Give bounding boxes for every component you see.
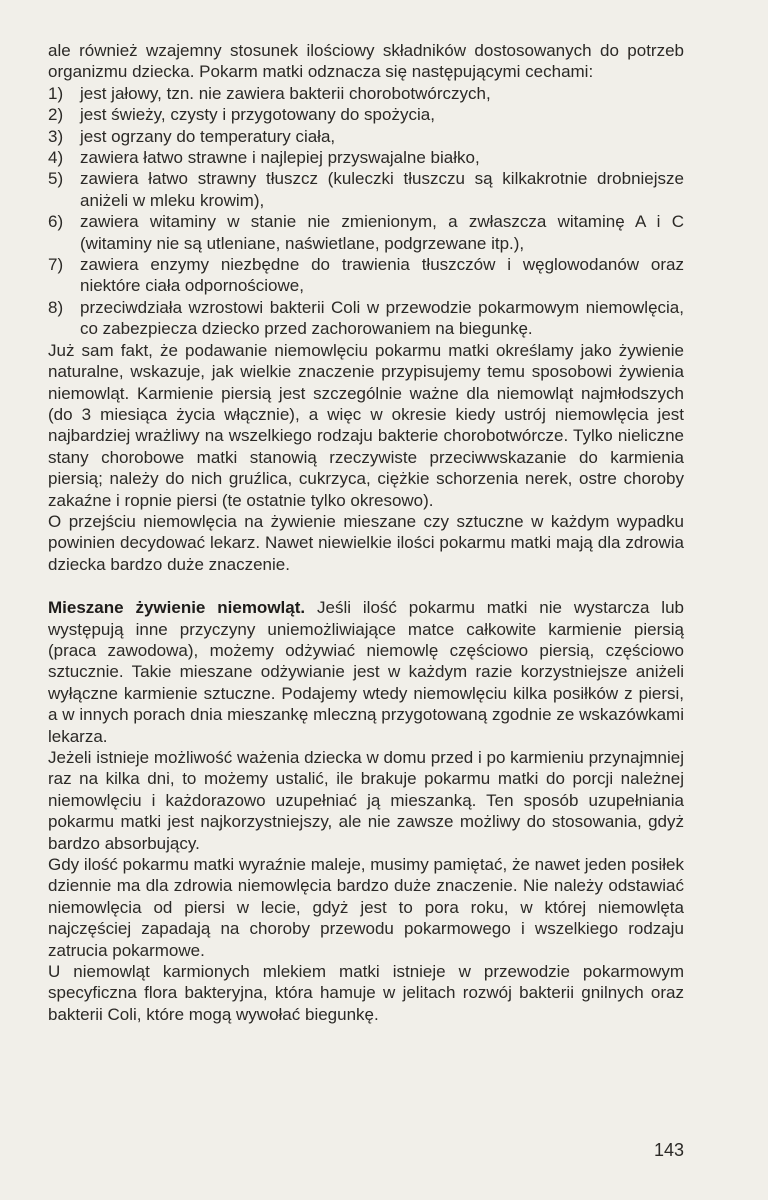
list-item <box>48 297 684 340</box>
list-item-number: 7) <box>48 255 64 275</box>
breast-milk-importance-paragraph: Gdy ilość pokarmu matki wyraźnie maleje, musimy pamiętać, że nawet jeden posiłek dziennie ma dla zdrowia niemowlęcia bardzo duże znaczenie. Nie należy odstawiać niemowlęcia od piersi w lecie, gdyż jest to pora roku, w której niemowlęta najczęściej zapadają na choroby przewodu pokarmowego i wszelkiego rodzaju zatrucia pokarmowe. <box>48 855 684 960</box>
list-item-number: 1) <box>48 83 64 103</box>
list-item-number: 8) <box>48 297 64 317</box>
list-item-number: 2) <box>48 105 64 125</box>
list-item-text: jest świeży, czysty i przygotowany do spożycia, <box>80 105 435 125</box>
list-item-text: zawiera łatwo strawne i najlepiej przyswajalne białko, <box>80 148 480 168</box>
list-item-text: jest ogrzany do temperatury ciała, <box>80 126 336 146</box>
section-spacer <box>48 575 684 597</box>
list-item-text: jest jałowy, tzn. nie zawiera bakterii chorobotwórczych, <box>80 83 491 103</box>
intro-paragraph: ale również wzajemny stosunek ilościowy składników dostosowanych do potrzeb organizmu dziecka. Pokarm matki odznacza się następującymi cechami: <box>48 41 684 82</box>
book-page <box>48 40 684 1025</box>
list-item <box>48 147 684 168</box>
weighing-paragraph: Jeżeli istnieje możliwość ważenia dziecka w domu przed i po karmieniu przynajmniej raz na kilka dni, to możemy ustalić, ile brakuje pokarmu matki do porcji należnej niemowlęciu i każdorazowo uzupełniać ją mieszanką. Ten sposób uzupełniania pokarmu matki jest najkorzystniejszy, ale nie zawsze możliwy do stosowania, gdyż bardzo absorbujący. <box>48 748 684 853</box>
list-item-number: 5) <box>48 169 64 189</box>
list-item-text: przeciwdziała wzrostowi bakterii Coli w przewodzie pokarmowym niemowlęcia, co zabezpiecza dziecko przed zachorowaniem na biegunkę. <box>80 297 684 339</box>
list-item <box>48 83 684 104</box>
natural-feeding-paragraph: Już sam fakt, że podawanie niemowlęciu pokarmu matki określamy jako żywienie naturalne, wskazuje, jak wielkie znaczenie przypisujemy temu sposobowi żywienia niemowląt. Karmienie piersią jest szczególnie ważne dla niemowląt najmłodszych (do 3 miesiąca życia włącznie), a więc w okresie kiedy ustrój niemowlęcia jest najbardziej wrażliwy na wszelkiego rodzaju bakterie chorobotwórcze. Tylko nieliczne stany chorobowe matki stanowią rzeczywiste przeciwwskazanie do karmienia piersią; należy do nich gruźlica, cukrzyca, ciężkie schorzenia nerek, ostre choroby zakaźne i ropnie piersi (te ostatnie tylko okresowo). <box>48 340 684 510</box>
list-item-text: zawiera łatwo strawny tłuszcz (kuleczki tłuszczu są kilkakrotnie drobniejsze aniżeli w mleku krowim), <box>80 169 684 210</box>
list-item-number: 3) <box>48 126 64 146</box>
list-item <box>48 104 684 125</box>
mixed-feeding-section <box>48 597 684 747</box>
bacterial-flora-paragraph: U niemowląt karmionych mlekiem matki istnieje w przewodzie pokarmowym specyficzna flora bakteryjna, która hamuje w jelitach rozwój bakterii gnilnych oraz bakterii Coli, które mogą wywołać biegunkę. <box>48 962 684 1024</box>
list-item-text: zawiera enzymy niezbędne do trawienia tłuszczów i węglowodanów oraz niektóre ciała odpornościowe, <box>80 255 684 296</box>
list-item-number: 4) <box>48 148 64 168</box>
list-item-text: zawiera witaminy w stanie nie zmienionym, a zwłaszcza witaminę A i C (witaminy nie są utleniane, naświetlane, podgrzewane itp.), <box>80 212 684 253</box>
list-item <box>48 211 684 254</box>
page-number: 143 <box>653 1140 684 1160</box>
list-item <box>48 168 684 211</box>
section-text: Jeśli ilość pokarmu matki nie wystarcza lub występują inne przyczyny uniemożliwiające matce całkowite karmienie piersią (praca zawodowa), możemy odżywiać niemowlę częściowo piersią, częściowo sztucznie. Takie mieszane odżywianie jest w każdym razie korzystniejsze aniżeli wyłączne karmienie sztuczne. Podajemy wtedy niemowlęciu kilka posiłków z piersi, a w innych porach dnia mieszankę mleczną przygotowaną zgodnie ze wskazówkami lekarza. <box>48 598 684 746</box>
list-item <box>48 126 684 147</box>
list-item <box>48 254 684 297</box>
doctor-decision-paragraph: O przejściu niemowlęcia na żywienie mieszane czy sztuczne w każdym wypadku powinien decydować lekarz. Nawet niewielkie ilości pokarmu matki mają dla zdrowia dziecka bardzo duże znaczenie. <box>48 511 684 574</box>
list-item-number: 6) <box>48 212 64 232</box>
section-heading: Mieszane żywienie niemowląt. <box>48 598 306 618</box>
milk-features-list <box>48 83 684 340</box>
